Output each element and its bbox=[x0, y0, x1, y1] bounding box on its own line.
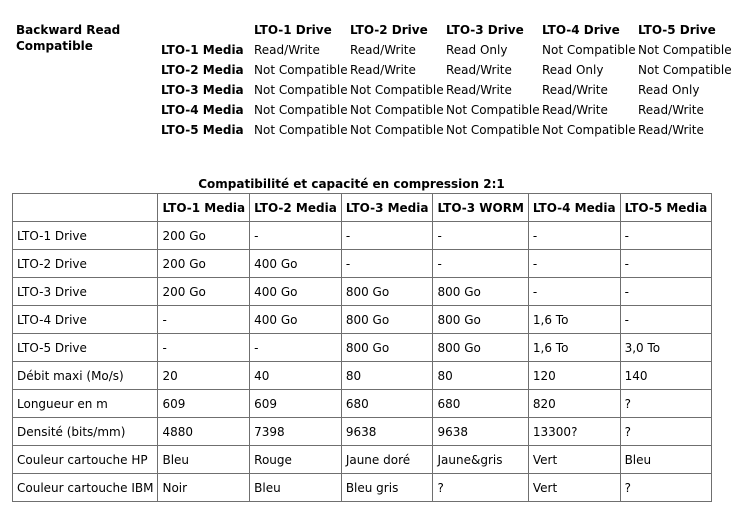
capacity-cell: ? bbox=[620, 390, 712, 418]
compat-cell: Read/Write bbox=[254, 43, 320, 57]
capacity-cell: - bbox=[341, 250, 433, 278]
capacity-header-cell: LTO-4 Media bbox=[528, 194, 620, 222]
capacity-cell: 13300? bbox=[528, 418, 620, 446]
capacity-cell: 1,6 To bbox=[528, 306, 620, 334]
capacity-cell: Bleu bbox=[620, 446, 712, 474]
capacity-header-cell: LTO-2 Media bbox=[250, 194, 342, 222]
capacity-cell: 400 Go bbox=[250, 306, 342, 334]
capacity-cell: 80 bbox=[341, 362, 433, 390]
capacity-cell: 680 bbox=[433, 390, 528, 418]
compat-media-label: LTO-5 Media bbox=[161, 123, 244, 137]
capacity-cell: - bbox=[620, 306, 712, 334]
capacity-cell: 40 bbox=[250, 362, 342, 390]
compat-media-label: LTO-3 Media bbox=[161, 83, 244, 97]
capacity-cell: - bbox=[158, 334, 250, 362]
capacity-header-corner bbox=[13, 194, 158, 222]
compat-cell: Read/Write bbox=[350, 43, 416, 57]
compat-cell: Read/Write bbox=[542, 103, 608, 117]
capacity-row-label: LTO-3 Drive bbox=[13, 278, 158, 306]
compat-cell: Read Only bbox=[446, 43, 508, 57]
capacity-cell: 200 Go bbox=[158, 222, 250, 250]
capacity-cell: Bleu gris bbox=[341, 474, 433, 502]
compat-cell: Read/Write bbox=[638, 123, 704, 137]
compat-cell: Not Compatible bbox=[638, 63, 732, 77]
compat-cell: Not Compatible bbox=[542, 123, 636, 137]
compat-cell: Read Only bbox=[542, 63, 604, 77]
capacity-cell: 609 bbox=[158, 390, 250, 418]
capacity-row bbox=[13, 222, 712, 250]
capacity-row bbox=[13, 278, 712, 306]
capacity-cell: - bbox=[620, 250, 712, 278]
capacity-cell: 680 bbox=[341, 390, 433, 418]
compat-drive-header: LTO-1 Drive bbox=[254, 23, 332, 37]
capacity-cell: 200 Go bbox=[158, 250, 250, 278]
compat-cell: Not Compatible bbox=[542, 43, 636, 57]
capacity-cell: ? bbox=[620, 418, 712, 446]
capacity-cell: 3,0 To bbox=[620, 334, 712, 362]
capacity-cell: - bbox=[158, 306, 250, 334]
capacity-row-label: LTO-4 Drive bbox=[13, 306, 158, 334]
capacity-cell: 80 bbox=[433, 362, 528, 390]
capacity-cell: - bbox=[433, 222, 528, 250]
capacity-cell: ? bbox=[433, 474, 528, 502]
capacity-cell: 400 Go bbox=[250, 278, 342, 306]
capacity-cell: ? bbox=[620, 474, 712, 502]
capacity-row-label: Couleur cartouche HP bbox=[13, 446, 158, 474]
capacity-row bbox=[13, 362, 712, 390]
capacity-cell: 800 Go bbox=[341, 306, 433, 334]
capacity-cell: 400 Go bbox=[250, 250, 342, 278]
capacity-row-label: LTO-5 Drive bbox=[13, 334, 158, 362]
capacity-cell: 7398 bbox=[250, 418, 342, 446]
capacity-row bbox=[13, 418, 712, 446]
compat-cell: Read/Write bbox=[446, 83, 512, 97]
compat-cell: Read/Write bbox=[542, 83, 608, 97]
compat-cell: Not Compatible bbox=[350, 103, 444, 117]
compat-drive-header: LTO-5 Drive bbox=[638, 23, 716, 37]
compat-cell: Not Compatible bbox=[350, 83, 444, 97]
capacity-cell: 120 bbox=[528, 362, 620, 390]
compat-cell: Not Compatible bbox=[254, 103, 348, 117]
compat-cell: Read/Write bbox=[350, 63, 416, 77]
capacity-row-label: Longueur en m bbox=[13, 390, 158, 418]
compat-cell: Not Compatible bbox=[254, 83, 348, 97]
capacity-cell: 609 bbox=[250, 390, 342, 418]
capacity-cell: Vert bbox=[528, 446, 620, 474]
capacity-header-cell: LTO-5 Media bbox=[620, 194, 712, 222]
capacity-table-title: Compatibilité et capacité en compression 2:1 bbox=[198, 177, 505, 191]
capacity-cell: - bbox=[528, 250, 620, 278]
capacity-cell: - bbox=[528, 278, 620, 306]
capacity-row-label: Densité (bits/mm) bbox=[13, 418, 158, 446]
compat-drive-header: LTO-2 Drive bbox=[350, 23, 428, 37]
capacity-cell: - bbox=[250, 334, 342, 362]
capacity-header-cell: LTO-3 Media bbox=[341, 194, 433, 222]
backward-compat-table bbox=[0, 0, 755, 150]
capacity-header-cell: LTO-3 WORM bbox=[433, 194, 528, 222]
capacity-cell: 800 Go bbox=[433, 306, 528, 334]
compat-cell: Not Compatible bbox=[446, 103, 540, 117]
compat-cell: Read Only bbox=[638, 83, 700, 97]
capacity-cell: 800 Go bbox=[433, 278, 528, 306]
capacity-cell: 4880 bbox=[158, 418, 250, 446]
capacity-row-label: LTO-1 Drive bbox=[13, 222, 158, 250]
capacity-cell: 800 Go bbox=[341, 334, 433, 362]
capacity-row-label: LTO-2 Drive bbox=[13, 250, 158, 278]
compat-cell: Read/Write bbox=[446, 63, 512, 77]
capacity-row bbox=[13, 446, 712, 474]
capacity-cell: - bbox=[620, 278, 712, 306]
capacity-cell: Bleu bbox=[158, 446, 250, 474]
compat-media-label: LTO-1 Media bbox=[161, 43, 244, 57]
capacity-header-cell: LTO-1 Media bbox=[158, 194, 250, 222]
capacity-cell: - bbox=[433, 250, 528, 278]
compat-cell: Not Compatible bbox=[638, 43, 732, 57]
capacity-cell: 140 bbox=[620, 362, 712, 390]
capacity-cell: Bleu bbox=[250, 474, 342, 502]
compat-media-label: LTO-2 Media bbox=[161, 63, 244, 77]
capacity-row-label: Débit maxi (Mo/s) bbox=[13, 362, 158, 390]
capacity-cell: Vert bbox=[528, 474, 620, 502]
capacity-row bbox=[13, 390, 712, 418]
capacity-cell: 800 Go bbox=[341, 278, 433, 306]
capacity-row bbox=[13, 306, 712, 334]
capacity-row bbox=[13, 250, 712, 278]
compat-cell: Not Compatible bbox=[446, 123, 540, 137]
compat-cell: Not Compatible bbox=[254, 123, 348, 137]
capacity-cell: 820 bbox=[528, 390, 620, 418]
capacity-cell: - bbox=[250, 222, 342, 250]
capacity-header-row bbox=[13, 194, 712, 222]
capacity-cell: Jaune&gris bbox=[433, 446, 528, 474]
capacity-cell: - bbox=[528, 222, 620, 250]
capacity-row-label: Couleur cartouche IBM bbox=[13, 474, 158, 502]
capacity-cell: - bbox=[341, 222, 433, 250]
compat-corner-title: Backward Read Compatible bbox=[16, 23, 121, 53]
capacity-row bbox=[13, 474, 712, 502]
capacity-cell: Jaune doré bbox=[341, 446, 433, 474]
capacity-cell: 200 Go bbox=[158, 278, 250, 306]
capacity-cell: Rouge bbox=[250, 446, 342, 474]
capacity-row bbox=[13, 334, 712, 362]
capacity-cell: 9638 bbox=[433, 418, 528, 446]
capacity-cell: 20 bbox=[158, 362, 250, 390]
compat-media-label: LTO-4 Media bbox=[161, 103, 244, 117]
capacity-cell: 1,6 To bbox=[528, 334, 620, 362]
compat-drive-header: LTO-3 Drive bbox=[446, 23, 524, 37]
capacity-cell: 800 Go bbox=[433, 334, 528, 362]
capacity-table bbox=[12, 193, 712, 502]
compat-cell: Not Compatible bbox=[254, 63, 348, 77]
capacity-cell: 9638 bbox=[341, 418, 433, 446]
capacity-cell: Noir bbox=[158, 474, 250, 502]
compat-cell: Not Compatible bbox=[350, 123, 444, 137]
compat-cell: Read/Write bbox=[638, 103, 704, 117]
compat-drive-header: LTO-4 Drive bbox=[542, 23, 620, 37]
capacity-cell: - bbox=[620, 222, 712, 250]
